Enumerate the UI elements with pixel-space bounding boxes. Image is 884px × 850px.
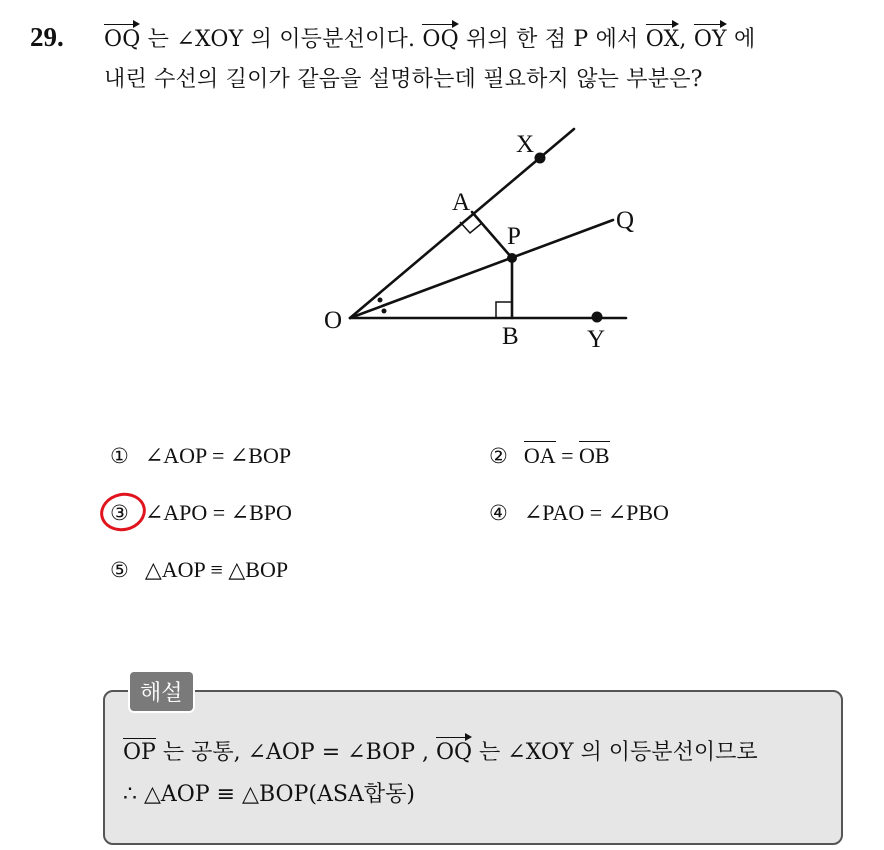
angle-mark-dot-2	[382, 309, 387, 314]
right-angle-mark-b	[496, 302, 512, 318]
geometry-diagram	[300, 118, 640, 358]
ray-oq-2: OQ	[422, 27, 459, 52]
label-b: B	[502, 323, 519, 350]
choice-1-number: ①	[110, 444, 129, 468]
solution-box	[103, 690, 843, 845]
label-a: A	[452, 189, 471, 216]
choice-2[interactable]	[489, 443, 610, 469]
perpendicular-pa	[472, 212, 512, 258]
label-x: X	[516, 131, 535, 158]
point-x	[535, 153, 546, 164]
choice-4-number: ④	[489, 501, 508, 525]
choice-2-equals: =	[555, 443, 580, 468]
point-y	[592, 312, 603, 323]
question-text-2: 위의 한 점 P 에서	[458, 27, 646, 52]
segment-oa: OA	[523, 443, 556, 468]
solution-line-2: ∴ △AOP ≡ △BOP(ASA합동)	[123, 782, 415, 807]
ray-oq: OQ	[104, 27, 141, 52]
choice-5-number: ⑤	[110, 558, 129, 582]
answer-circle-mark	[97, 489, 150, 536]
label-q: Q	[616, 207, 635, 234]
ray-ox: OX	[645, 27, 680, 52]
ray-oq-line	[350, 220, 613, 318]
label-y: Y	[587, 326, 606, 353]
solution-tag: 해설	[128, 670, 195, 713]
choice-2-number: ②	[489, 444, 508, 468]
solution-text-1: 는 공통, ∠AOP = ∠BOP ,	[155, 740, 436, 765]
choice-3-number: ③	[110, 501, 129, 525]
segment-op: OP	[123, 740, 156, 765]
solution-line-1	[123, 735, 758, 766]
question-line-2: 내린 수선의 길이가 같음을 설명하는데 필요하지 않는 부분은?	[104, 67, 703, 92]
point-p	[507, 253, 517, 263]
choice-4-text: ∠PAO = ∠PBO	[523, 500, 669, 525]
choice-5-text: △AOP ≡ △BOP	[144, 557, 289, 582]
ray-oy: OY	[693, 27, 727, 52]
question-line-1	[104, 22, 755, 53]
question-text-1: 는 ∠XOY 의 이등분선이다.	[140, 27, 423, 52]
choice-5[interactable]	[110, 557, 288, 583]
question-text-3: ,	[679, 27, 694, 52]
label-o: O	[324, 307, 343, 334]
solution-text-2: 는 ∠XOY 의 이등분선이므로	[472, 740, 758, 765]
choice-1[interactable]	[110, 443, 291, 469]
solution-ray-oq: OQ	[435, 740, 473, 765]
choice-3-text: ∠APO = ∠BPO	[144, 500, 292, 525]
question-number: 29.	[30, 22, 64, 52]
choice-4[interactable]	[489, 500, 669, 526]
segment-ob: OB	[579, 443, 610, 468]
choice-1-text: ∠AOP = ∠BOP	[144, 443, 292, 468]
question-text-4: 에	[726, 27, 756, 52]
angle-mark-dot-1	[378, 298, 383, 303]
label-p: P	[507, 223, 521, 250]
